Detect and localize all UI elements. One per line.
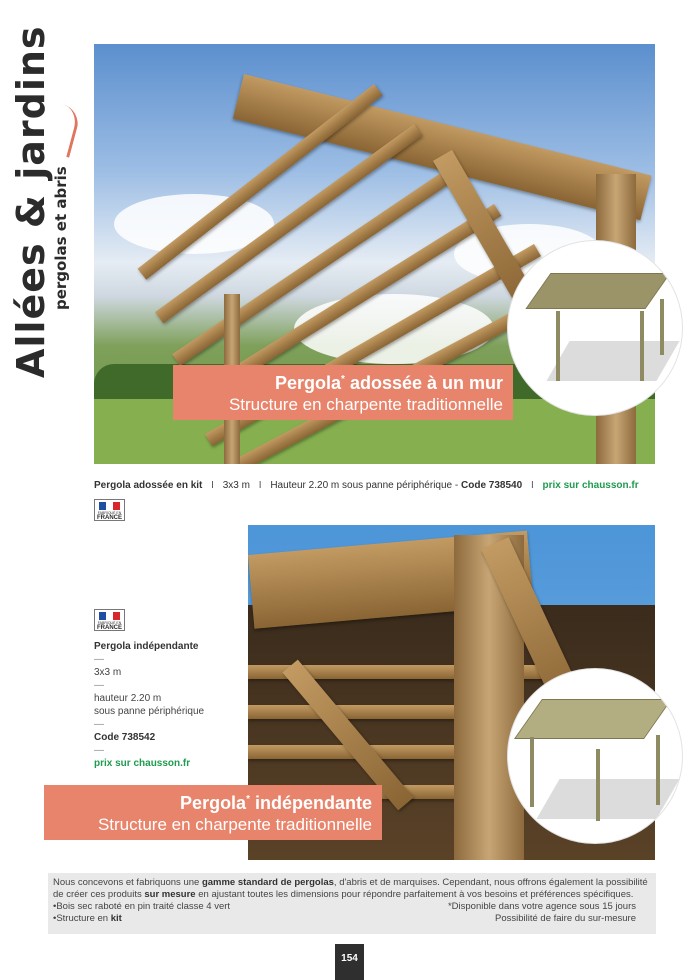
info-box: Nous concevons et fabriquons une gamme standard de pergolas, d'abris et de marquises. Cependant, nous offrons également la possibilité de créer ces produits sur mesure en ajustant toutes les dimensions pour répondre parfaitement à vos besoins et préférences spécifiques. •Bois sec raboté en pin traité classe 4 vert •Structure en kit *Disponible dans votre agence sous 15 jours Possibilité de faire du sur-mesure <box>48 873 656 934</box>
price-link[interactable]: prix sur chausson.fr <box>542 480 639 491</box>
banner-subtitle-2: Structure en charpente traditionnelle <box>97 815 372 834</box>
pergola-adossee-3d-view <box>507 240 683 416</box>
section-title <box>0 25 92 380</box>
banner-title: Pergola* adossée à un mur <box>275 373 503 393</box>
pergola-independante-3d-view <box>507 668 683 844</box>
pergola-independante-banner <box>44 785 382 840</box>
banner-title-2: Pergola* indépendante <box>180 793 372 813</box>
pergola-adossee-banner <box>173 365 513 420</box>
made-in-france-badge-2: FABRIQUÉ EN FRANCE <box>94 609 125 631</box>
made-in-france-badge: FABRIQUÉ EN FRANCE <box>94 499 125 521</box>
banner-subtitle: Structure en charpente traditionnelle <box>228 395 503 414</box>
pergola-adossee-info: Pergola adossée en kit I 3x3 m I Hauteur 2.20 m sous panne périphérique - Code 738540 I prix sur chausson.fr <box>94 480 639 491</box>
price-link-2[interactable]: prix sur chausson.fr <box>94 758 191 769</box>
pergola-independante-details: Pergola indépendante — 3x3 m — hauteur 2.20 m sous panne périphérique — Code 738542 — prix sur chausson.fr <box>94 640 244 770</box>
page-number: 154 <box>335 944 364 980</box>
section-title-main: Allées & jardins <box>9 25 53 378</box>
section-subtitle: pergolas et abris <box>52 166 70 310</box>
